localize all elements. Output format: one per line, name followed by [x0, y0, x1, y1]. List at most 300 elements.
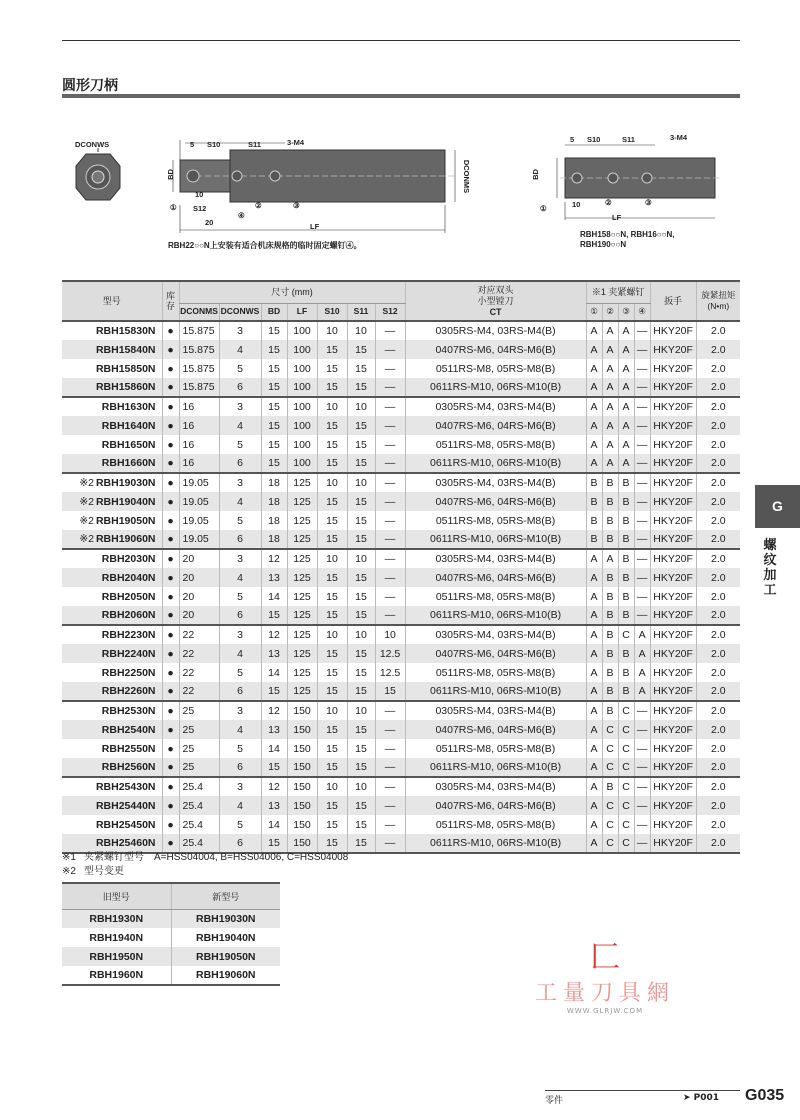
stock-cell: ● [162, 625, 179, 644]
bd-cell: 14 [261, 739, 287, 758]
diagram-note-right-2: RBH190○○N [580, 240, 627, 249]
c1-cell: A [586, 796, 602, 815]
model-cell [62, 606, 162, 625]
wrench-cell: HKY20F [650, 834, 696, 853]
watermark-url: WWW.GLRJW.COM [566, 1007, 644, 1015]
s10-cell: 15 [317, 796, 347, 815]
model-cell [62, 378, 162, 397]
dconws-cell: 6 [219, 606, 261, 625]
c1-cell: A [586, 416, 602, 435]
model-name: RBH2040N [101, 571, 156, 584]
s10-cell: 10 [317, 625, 347, 644]
torque-cell: 2.0 [696, 359, 740, 378]
new-model: RBH19060N [171, 966, 280, 985]
wrench-cell: HKY20F [650, 378, 696, 397]
lf-cell: 100 [287, 454, 317, 473]
ct-cell: 0305RS-M4, 03RS-M4(B) [405, 625, 586, 644]
wrench-cell: HKY20F [650, 340, 696, 359]
model-name: RBH19040N [95, 495, 156, 508]
lf-cell: 100 [287, 321, 317, 340]
s12-cell: — [375, 777, 405, 796]
c3-cell: B [618, 549, 634, 568]
c1-cell: A [586, 758, 602, 777]
c4-cell: — [634, 492, 650, 511]
c1-cell: A [586, 568, 602, 587]
header-s12: S12 [375, 303, 405, 321]
stock-cell: ● [162, 492, 179, 511]
c3-cell: B [618, 644, 634, 663]
title-bar [62, 94, 740, 98]
s11-cell: 15 [347, 530, 375, 549]
c2-cell: C [602, 739, 618, 758]
dconws-label: DCONWS [75, 140, 110, 149]
c1-cell: B [586, 473, 602, 492]
c4-cell: — [634, 834, 650, 853]
table-row [62, 321, 740, 340]
header-s10: S10 [317, 303, 347, 321]
dconws-cell: 5 [219, 663, 261, 682]
old-model: RBH1930N [62, 909, 171, 928]
torque-cell: 2.0 [696, 644, 740, 663]
header-dconms: DCONMS [179, 303, 219, 321]
wrench-cell: HKY20F [650, 511, 696, 530]
c4-cell: — [634, 340, 650, 359]
torque-cell: 2.0 [696, 834, 740, 853]
dim-lf-label: LF [310, 222, 320, 231]
wrench-cell: HKY20F [650, 777, 696, 796]
alt-callout-3: ③ [645, 198, 652, 207]
torque-cell: 2.0 [696, 625, 740, 644]
c2-cell: A [602, 549, 618, 568]
c2-cell: A [602, 321, 618, 340]
dconms-cell: 16 [179, 397, 219, 416]
header-c2: ② [602, 303, 618, 321]
torque-cell: 2.0 [696, 587, 740, 606]
new-model-header: 新型号 [171, 883, 280, 909]
c3-cell: B [618, 587, 634, 606]
wrench-cell: HKY20F [650, 796, 696, 815]
ct-cell: 0511RS-M8, 05RS-M8(B) [405, 511, 586, 530]
torque-cell: 2.0 [696, 321, 740, 340]
dim-dconms-label: DCONMS [462, 159, 472, 194]
model-name: RBH1650N [101, 438, 156, 451]
dconms-cell: 19.05 [179, 530, 219, 549]
lf-cell: 125 [287, 473, 317, 492]
dconms-cell: 25 [179, 739, 219, 758]
bd-cell: 15 [261, 435, 287, 454]
s11-cell: 10 [347, 625, 375, 644]
dconws-cell: 3 [219, 625, 261, 644]
lf-cell: 150 [287, 758, 317, 777]
table-row [62, 435, 740, 454]
torque-cell: 2.0 [696, 606, 740, 625]
wrench-cell: HKY20F [650, 587, 696, 606]
dconms-cell: 16 [179, 416, 219, 435]
c4-cell: — [634, 606, 650, 625]
wrench-cell: HKY20F [650, 625, 696, 644]
dconms-cell: 25 [179, 758, 219, 777]
dconms-cell: 22 [179, 644, 219, 663]
lf-cell: 125 [287, 682, 317, 701]
c2-cell: B [602, 663, 618, 682]
model-name: RBH25430N [95, 781, 156, 793]
c3-cell: A [618, 416, 634, 435]
s12-cell: — [375, 606, 405, 625]
wrench-cell: HKY20F [650, 644, 696, 663]
ct-cell: 0305RS-M4, 03RS-M4(B) [405, 777, 586, 796]
dconms-cell: 20 [179, 606, 219, 625]
alt-callout-1: ① [540, 204, 547, 213]
s12-cell: 12.5 [375, 663, 405, 682]
lf-cell: 125 [287, 530, 317, 549]
lf-cell: 125 [287, 568, 317, 587]
s10-cell: 15 [317, 587, 347, 606]
table-row [62, 340, 740, 359]
torque-cell: 2.0 [696, 739, 740, 758]
model-name: RBH1660N [101, 457, 156, 469]
c2-cell: C [602, 720, 618, 739]
s11-cell: 15 [347, 378, 375, 397]
header-c1: ① [586, 303, 602, 321]
c2-cell: B [602, 587, 618, 606]
wrench-cell: HKY20F [650, 758, 696, 777]
callout-3: ③ [293, 201, 300, 210]
lf-cell: 100 [287, 378, 317, 397]
s10-cell: 10 [317, 701, 347, 720]
alt-dim-bd-label: BD [530, 169, 540, 180]
c2-cell: A [602, 435, 618, 454]
header-lf: LF [287, 303, 317, 321]
dim-20-label: 20 [205, 218, 214, 227]
c3-cell: B [618, 606, 634, 625]
torque-cell: 2.0 [696, 568, 740, 587]
model-name: RBH2050N [101, 590, 156, 603]
dconws-cell: 6 [219, 378, 261, 397]
c2-cell: B [602, 492, 618, 511]
diagram-note-left: RBH22○○N上安装有适合机床规格的临时固定螺钉④。 [168, 241, 362, 250]
model-cell [62, 454, 162, 473]
s10-cell: 15 [317, 758, 347, 777]
dconws-cell: 4 [219, 568, 261, 587]
header-torque-1: 旋紧扭矩 [701, 290, 736, 300]
c1-cell: A [586, 777, 602, 796]
dconms-cell: 15.875 [179, 321, 219, 340]
dconms-cell: 25.4 [179, 796, 219, 815]
c3-cell: B [618, 511, 634, 530]
ct-cell: 0511RS-M8, 05RS-M8(B) [405, 587, 586, 606]
c2-cell: B [602, 606, 618, 625]
s12-cell: — [375, 473, 405, 492]
model-cell [62, 739, 162, 758]
side-tab[interactable]: G [755, 485, 800, 528]
s12-cell: — [375, 758, 405, 777]
model-cell [62, 777, 162, 796]
s12-cell: — [375, 340, 405, 359]
s12-cell: — [375, 568, 405, 587]
dconws-cell: 6 [219, 758, 261, 777]
model-cell [62, 568, 162, 587]
table-row [62, 739, 740, 758]
torque-cell: 2.0 [696, 549, 740, 568]
bd-cell: 14 [261, 663, 287, 682]
model-cell [62, 796, 162, 815]
torque-cell: 2.0 [696, 397, 740, 416]
model-cell [62, 473, 162, 492]
model-name: RBH25450N [95, 818, 156, 831]
header-dims: 尺寸 (mm) [179, 281, 405, 303]
s12-cell: — [375, 359, 405, 378]
ct-cell: 0407RS-M6, 04RS-M6(B) [405, 416, 586, 435]
table-row [62, 587, 740, 606]
ct-cell: 0611RS-M10, 06RS-M10(B) [405, 606, 586, 625]
table-row [62, 473, 740, 492]
s12-cell: — [375, 435, 405, 454]
c1-cell: A [586, 397, 602, 416]
bd-cell: 12 [261, 625, 287, 644]
header-model: 型号 [62, 281, 162, 321]
s10-cell: 15 [317, 644, 347, 663]
s12-cell: — [375, 587, 405, 606]
s12-cell: — [375, 834, 405, 853]
header-ct [405, 281, 586, 321]
c1-cell: A [586, 815, 602, 834]
s10-cell: 15 [317, 435, 347, 454]
c2-cell: A [602, 340, 618, 359]
bd-cell: 15 [261, 606, 287, 625]
model-cell [62, 416, 162, 435]
header-bd: BD [261, 303, 287, 321]
dconms-cell: 25 [179, 720, 219, 739]
model-cell [62, 435, 162, 454]
dconws-cell: 4 [219, 416, 261, 435]
c2-cell: C [602, 796, 618, 815]
end-view-diagram [70, 140, 130, 210]
c4-cell: A [634, 663, 650, 682]
wrench-cell: HKY20F [650, 454, 696, 473]
stock-cell: ● [162, 796, 179, 815]
model-cell [62, 530, 162, 549]
c2-cell: B [602, 473, 618, 492]
s10-cell: 10 [317, 321, 347, 340]
table-row [62, 625, 740, 644]
header-screw: ※1 夹紧螺钉 [586, 281, 650, 303]
dconws-cell: 3 [219, 473, 261, 492]
dconws-cell: 5 [219, 587, 261, 606]
stock-cell: ● [162, 397, 179, 416]
torque-cell: 2.0 [696, 530, 740, 549]
model-name: RBH25460N [95, 837, 156, 849]
model-cell [62, 549, 162, 568]
c4-cell: — [634, 777, 650, 796]
s11-cell: 15 [347, 359, 375, 378]
stock-cell: ● [162, 530, 179, 549]
c2-cell: B [602, 682, 618, 701]
dconms-cell: 16 [179, 454, 219, 473]
header-c4: ④ [634, 303, 650, 321]
ct-cell: 0305RS-M4, 03RS-M4(B) [405, 321, 586, 340]
c4-cell: — [634, 435, 650, 454]
dconms-cell: 19.05 [179, 511, 219, 530]
dconws-cell: 6 [219, 530, 261, 549]
c4-cell: A [634, 625, 650, 644]
table-row [62, 758, 740, 777]
model-change-table [62, 882, 280, 986]
ct-cell: 0407RS-M6, 04RS-M6(B) [405, 340, 586, 359]
c3-cell: A [618, 435, 634, 454]
stock-cell: ● [162, 359, 179, 378]
footnote-1 [62, 851, 348, 865]
torque-cell: 2.0 [696, 758, 740, 777]
table-row [62, 511, 740, 530]
stock-cell: ● [162, 321, 179, 340]
model-cell [62, 701, 162, 720]
stock-cell: ● [162, 739, 179, 758]
c2-cell: A [602, 454, 618, 473]
lf-cell: 150 [287, 834, 317, 853]
model-change-mark: ※2 [79, 495, 94, 508]
wrench-cell: HKY20F [650, 473, 696, 492]
c4-cell: — [634, 530, 650, 549]
table-row [62, 815, 740, 834]
alt-dim-s11-label: S11 [622, 135, 635, 144]
c4-cell: — [634, 397, 650, 416]
callout-4: ④ [238, 211, 245, 220]
lf-cell: 150 [287, 720, 317, 739]
s11-cell: 10 [347, 473, 375, 492]
c2-cell: C [602, 815, 618, 834]
watermark-name: 工量刀具網 [534, 981, 675, 1006]
c3-cell: A [618, 397, 634, 416]
lf-cell: 100 [287, 359, 317, 378]
model-cell [62, 720, 162, 739]
model-name: RBH15860N [95, 381, 156, 393]
s12-cell: — [375, 511, 405, 530]
s11-cell: 15 [347, 492, 375, 511]
s11-cell: 15 [347, 587, 375, 606]
footer-page-ref[interactable]: ➤ P001 [683, 1093, 720, 1103]
s11-cell: 10 [347, 777, 375, 796]
stock-cell: ● [162, 587, 179, 606]
model-name: RBH1630N [101, 401, 156, 413]
header-wrench: 扳手 [650, 281, 696, 321]
footer-category: 零件 [545, 1096, 564, 1106]
s12-cell: — [375, 378, 405, 397]
torque-cell: 2.0 [696, 340, 740, 359]
s11-cell: 15 [347, 454, 375, 473]
bd-cell: 13 [261, 796, 287, 815]
c3-cell: B [618, 568, 634, 587]
dconms-cell: 19.05 [179, 473, 219, 492]
s12-cell: — [375, 454, 405, 473]
wrench-cell: HKY20F [650, 321, 696, 340]
model-name: RBH25440N [95, 799, 156, 812]
torque-cell: 2.0 [696, 720, 740, 739]
model-change-mark: ※2 [79, 477, 94, 489]
stock-cell: ● [162, 815, 179, 834]
lf-cell: 100 [287, 397, 317, 416]
s12-cell: — [375, 530, 405, 549]
lf-cell: 150 [287, 815, 317, 834]
alt-dim-s10-label: S10 [587, 135, 601, 144]
torque-cell: 2.0 [696, 815, 740, 834]
c4-cell: — [634, 815, 650, 834]
c1-cell: A [586, 701, 602, 720]
s11-cell: 15 [347, 644, 375, 663]
c4-cell: A [634, 644, 650, 663]
bd-cell: 15 [261, 397, 287, 416]
model-name: RBH2530N [101, 705, 156, 717]
dconms-cell: 15.875 [179, 378, 219, 397]
c3-cell: A [618, 340, 634, 359]
c3-cell: C [618, 815, 634, 834]
s11-cell: 15 [347, 606, 375, 625]
s10-cell: 15 [317, 568, 347, 587]
dconms-cell: 19.05 [179, 492, 219, 511]
new-model: RBH19050N [171, 947, 280, 966]
model-name: RBH2240N [101, 647, 156, 660]
dim-s11-label: S11 [248, 140, 261, 149]
lf-cell: 150 [287, 701, 317, 720]
bd-cell: 14 [261, 815, 287, 834]
model-name: RBH15850N [95, 362, 156, 375]
model-name: RBH19050N [95, 514, 156, 527]
watermark [530, 940, 680, 1015]
torque-cell: 2.0 [696, 777, 740, 796]
watermark-logo: 匚 [590, 940, 620, 975]
bd-cell: 18 [261, 473, 287, 492]
dconws-cell: 3 [219, 777, 261, 796]
ct-cell: 0511RS-M8, 05RS-M8(B) [405, 663, 586, 682]
header-s11: S11 [347, 303, 375, 321]
c3-cell: A [618, 378, 634, 397]
stock-cell: ● [162, 378, 179, 397]
bd-cell: 14 [261, 587, 287, 606]
table-row [62, 644, 740, 663]
bd-cell: 12 [261, 701, 287, 720]
c1-cell: A [586, 739, 602, 758]
s11-cell: 15 [347, 340, 375, 359]
c3-cell: C [618, 834, 634, 853]
c3-cell: B [618, 473, 634, 492]
ct-cell: 0305RS-M4, 03RS-M4(B) [405, 549, 586, 568]
s12-cell: — [375, 416, 405, 435]
lf-cell: 125 [287, 606, 317, 625]
c4-cell: — [634, 701, 650, 720]
s10-cell: 10 [317, 777, 347, 796]
wrench-cell: HKY20F [650, 492, 696, 511]
s12-cell: — [375, 720, 405, 739]
c2-cell: A [602, 359, 618, 378]
stock-cell: ● [162, 549, 179, 568]
c4-cell: — [634, 720, 650, 739]
table-row [62, 701, 740, 720]
dconws-cell: 3 [219, 701, 261, 720]
stock-cell: ● [162, 568, 179, 587]
dconms-cell: 25.4 [179, 777, 219, 796]
table-row [62, 378, 740, 397]
model-cell [62, 492, 162, 511]
c1-cell: A [586, 454, 602, 473]
c1-cell: A [586, 340, 602, 359]
c1-cell: B [586, 511, 602, 530]
c4-cell: — [634, 454, 650, 473]
dconms-cell: 20 [179, 568, 219, 587]
ct-cell: 0305RS-M4, 03RS-M4(B) [405, 397, 586, 416]
dconms-cell: 25.4 [179, 834, 219, 853]
dconms-cell: 15.875 [179, 359, 219, 378]
lf-cell: 100 [287, 416, 317, 435]
model-name: RBH2230N [101, 629, 156, 641]
